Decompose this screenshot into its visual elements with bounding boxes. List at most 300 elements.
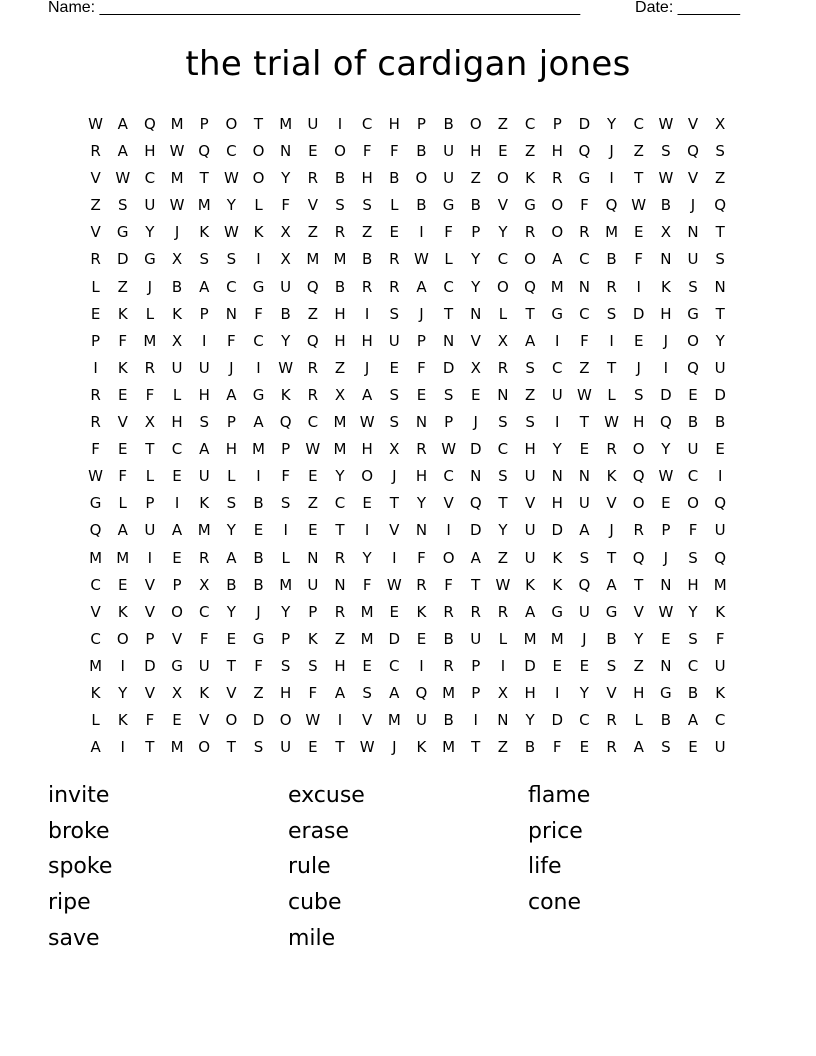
grid-letter: Z (633, 142, 644, 161)
grid-letter: H (225, 440, 237, 459)
grid-letter: H (415, 467, 428, 486)
grid-letter: M (442, 738, 456, 757)
grid-letter: U (524, 467, 536, 486)
grid-letter: Y (498, 223, 508, 242)
grid-letter: E (633, 331, 644, 350)
grid-letter: T (606, 358, 617, 377)
grid-letter: A (226, 385, 237, 404)
grid-letter: B (334, 169, 346, 188)
grid-letter: Q (632, 548, 645, 567)
grid-letter: T (335, 738, 345, 757)
grid-letter: Z (579, 358, 590, 377)
grid-letter: Q (714, 196, 727, 215)
grid-letter: Q (659, 413, 672, 432)
grid-row (82, 328, 734, 355)
grid-letter: I (500, 656, 506, 675)
grid-letter: Y (335, 467, 345, 486)
grid-letter: S (199, 250, 209, 269)
grid-letter: I (256, 467, 261, 486)
grid-letter: F (254, 304, 263, 323)
grid-letter: P (471, 656, 481, 675)
grid-letter: V (144, 683, 156, 702)
grid-letter: D (442, 358, 455, 377)
grid-row (82, 463, 734, 490)
grid-letter: V (199, 711, 210, 730)
grid-letter: E (688, 385, 698, 404)
grid-letter: N (415, 521, 428, 540)
grid-letter: A (524, 602, 536, 621)
grid-letter: E (117, 385, 128, 404)
grid-letter: O (632, 494, 645, 513)
grid-letter: R (606, 738, 617, 757)
grid-letter: D (660, 385, 672, 404)
grid-letter: L (444, 250, 453, 269)
grid-letter: Q (143, 115, 156, 133)
grid-letter: C (687, 656, 699, 675)
grid-letter: M (252, 440, 265, 459)
grid-letter: S (498, 467, 508, 486)
grid-letter: J (229, 358, 234, 377)
grid-letter: R (307, 358, 319, 377)
grid-letter: F (580, 196, 589, 215)
grid-letter: B (606, 250, 617, 269)
grid-letter: V (524, 494, 536, 513)
grid-letter: Z (362, 223, 373, 242)
grid-letter: H (171, 413, 183, 432)
grid-letter: P (226, 413, 236, 432)
grid-letter: O (252, 142, 265, 161)
word-item: excuse (288, 783, 365, 808)
grid-letter: R (334, 602, 346, 621)
grid-letter: L (634, 711, 643, 730)
grid-letter: U (524, 548, 536, 567)
grid-letter: G (524, 196, 536, 215)
grid-letter: M (143, 331, 157, 350)
grid-letter: J (392, 738, 397, 757)
grid-letter: O (497, 169, 509, 188)
grid-letter: H (198, 385, 210, 404)
word-item: ripe (48, 890, 91, 916)
grid-letter: D (714, 385, 726, 404)
grid-letter: C (687, 467, 699, 486)
grid-letter: K (117, 711, 128, 730)
grid-letter: D (469, 440, 482, 459)
grid-letter: T (525, 304, 535, 323)
grid-letter: T (634, 575, 644, 594)
grid-letter: N (497, 711, 509, 730)
grid-letter: J (609, 521, 614, 540)
grid-row (82, 111, 734, 138)
grid-letter: C (389, 656, 400, 675)
grid-letter: Z (715, 169, 726, 188)
grid-letter: O (225, 115, 238, 133)
grid-letter: B (660, 196, 671, 215)
grid-letter: I (636, 277, 641, 296)
grid-letter: M (713, 575, 727, 594)
grid-letter: O (415, 169, 428, 188)
grid-letter: R (633, 521, 644, 540)
grid-letter: J (636, 358, 641, 377)
grid-letter: B (171, 277, 183, 296)
grid-letter: P (471, 223, 481, 242)
grid-letter: E (308, 521, 318, 540)
grid-letter: L (118, 494, 127, 513)
grid-row (82, 274, 734, 301)
grid-letter: N (307, 548, 319, 567)
grid-letter: U (714, 738, 726, 757)
grid-letter: C (443, 277, 454, 296)
grid-letter: E (688, 738, 698, 757)
grid-row (82, 572, 734, 599)
grid-letter: L (390, 196, 399, 215)
grid-letter: U (415, 711, 427, 730)
grid-row (82, 653, 734, 680)
grid-letter: Y (416, 494, 427, 513)
grid-letter: I (364, 304, 370, 323)
grid-letter: V (90, 169, 101, 188)
grid-letter: R (606, 277, 617, 296)
grid-letter: S (308, 656, 318, 675)
grid-letter: Y (634, 629, 644, 648)
grid-letter: D (524, 656, 536, 675)
grid-letter: H (470, 142, 482, 161)
grid-letter: R (416, 575, 427, 594)
word-item: erase (288, 818, 350, 844)
grid-letter: S (199, 413, 209, 432)
grid-letter: H (660, 304, 672, 323)
grid-letter: I (419, 223, 424, 242)
grid-letter: Q (198, 142, 211, 161)
grid-letter: A (117, 521, 128, 540)
date-line: Date: _______ (635, 0, 740, 16)
grid-letter: C (497, 250, 509, 269)
word-item: price (528, 818, 583, 844)
grid-row (82, 599, 734, 626)
grid-letter: N (470, 304, 482, 323)
grid-letter: W (441, 440, 457, 459)
grid-letter: D (388, 629, 401, 648)
grid-letter: Z (307, 494, 318, 513)
grid-letter: W (223, 223, 239, 242)
grid-letter: G (171, 656, 183, 675)
grid-letter: M (306, 250, 320, 269)
grid-letter: M (170, 738, 184, 757)
grid-letter: U (524, 521, 536, 540)
grid-letter: A (633, 738, 644, 757)
grid-letter: E (172, 467, 182, 486)
grid-letter: Q (524, 277, 536, 296)
grid-letter: U (307, 115, 319, 133)
grid-letter: B (606, 629, 617, 648)
grid-letter: F (118, 331, 128, 350)
grid-letter: U (470, 629, 482, 648)
grid-row (82, 301, 734, 328)
grid-row (82, 517, 734, 544)
grid-letter: S (661, 142, 671, 161)
grid-letter: O (198, 738, 211, 757)
grid-letter: L (145, 304, 155, 323)
grid-letter: Z (497, 548, 509, 567)
grid-letter: H (633, 683, 645, 702)
grid-letter: E (579, 656, 590, 675)
grid-letter: Y (226, 196, 236, 215)
grid-letter: W (359, 738, 375, 757)
grid-letter: P (281, 629, 291, 648)
grid-letter: X (171, 683, 183, 702)
grid-letter: E (471, 385, 481, 404)
grid-letter: C (171, 440, 183, 459)
grid-letter: S (443, 385, 454, 404)
grid-letter: K (199, 683, 210, 702)
grid-letter: N (551, 467, 563, 486)
grid-letter: F (227, 331, 236, 350)
grid-letter: B (389, 169, 400, 188)
grid-letter: O (687, 331, 699, 350)
grid-letter: C (144, 169, 156, 188)
grid-letter: R (361, 277, 373, 296)
grid-row (82, 409, 734, 436)
grid-letter: M (170, 115, 184, 133)
grid-letter: M (360, 602, 374, 621)
grid-letter: J (174, 223, 180, 242)
grid-letter: T (145, 738, 155, 757)
grid-letter: F (444, 223, 453, 242)
grid-letter: C (524, 115, 536, 133)
word-column (48, 778, 288, 956)
grid-letter: F (688, 521, 698, 540)
grid-letter: S (688, 277, 698, 296)
grid-letter: W (604, 413, 619, 432)
grid-letter: M (170, 169, 184, 188)
grid-letter: M (387, 711, 401, 730)
grid-letter: V (90, 602, 101, 621)
grid-letter: M (605, 223, 619, 242)
grid-letter: A (253, 413, 264, 432)
grid-letter: U (714, 656, 726, 675)
grid-letter: S (280, 494, 291, 513)
grid-letter: I (663, 358, 669, 377)
grid-letter: A (171, 521, 183, 540)
grid-letter: I (473, 711, 478, 730)
grid-letter: B (226, 575, 237, 594)
grid-letter: E (172, 548, 182, 567)
grid-letter: B (443, 115, 454, 133)
grid-letter: V (606, 494, 617, 513)
grid-letter: W (658, 602, 674, 621)
grid-letter: D (469, 521, 482, 540)
grid-letter: I (120, 656, 125, 675)
grid-letter: B (470, 196, 481, 215)
grid-letter: R (606, 440, 617, 459)
grid-letter: S (117, 196, 128, 215)
grid-letter: R (90, 413, 101, 432)
grid-letter: H (687, 575, 699, 594)
grid-letter: W (631, 196, 647, 215)
grid-letter: I (337, 115, 343, 133)
page-title: the trial of cardigan jones (185, 44, 631, 84)
grid-letter: I (717, 467, 723, 486)
grid-letter: C (334, 494, 346, 513)
grid-letter: H (144, 142, 156, 161)
grid-letter: R (389, 250, 400, 269)
grid-letter: C (633, 115, 644, 133)
grid-letter: I (337, 711, 343, 730)
grid-letter: C (579, 250, 590, 269)
grid-letter: K (172, 304, 182, 323)
grid-letter: W (278, 358, 294, 377)
grid-letter: T (226, 656, 236, 675)
grid-row (82, 626, 734, 653)
grid-letter: W (305, 711, 321, 730)
grid-letter: Q (578, 575, 591, 594)
grid-letter: I (120, 738, 125, 757)
grid-letter: M (360, 629, 374, 648)
grid-letter: T (253, 115, 264, 133)
grid-letter: G (116, 223, 129, 242)
grid-letter: C (497, 440, 509, 459)
grid-letter: T (145, 440, 155, 459)
grid-letter: K (552, 548, 563, 567)
grid-letter: O (361, 467, 374, 486)
grid-letter: A (199, 440, 210, 459)
grid-letter: O (687, 494, 699, 513)
grid-letter: Y (525, 711, 535, 730)
grid-letter: M (89, 548, 103, 567)
grid-letter: L (498, 629, 508, 648)
grid-letter: H (334, 304, 346, 323)
grid-letter: P (661, 521, 671, 540)
grid-letter: R (497, 602, 509, 621)
grid-letter: X (280, 250, 291, 269)
grid-letter: U (171, 358, 183, 377)
grid-row (82, 382, 734, 409)
grid-letter: V (687, 169, 699, 188)
grid-letter: B (416, 196, 427, 215)
grid-letter: T (715, 304, 725, 323)
grid-letter: L (172, 385, 182, 404)
grid-letter: A (552, 250, 563, 269)
grid-letter: Y (362, 548, 372, 567)
grid-letter: J (392, 467, 397, 486)
grid-letter: A (579, 521, 590, 540)
grid-letter: V (443, 494, 454, 513)
grid-letter: Z (307, 223, 318, 242)
grid-letter: W (386, 575, 402, 594)
grid-letter: Y (281, 169, 291, 188)
grid-letter: S (525, 358, 535, 377)
grid-letter: H (334, 656, 346, 675)
grid-letter: F (389, 142, 399, 161)
grid-letter: Z (307, 304, 318, 323)
grid-letter: H (280, 683, 292, 702)
grid-letter: I (256, 250, 261, 269)
grid-letter: M (197, 521, 211, 540)
grid-letter: N (578, 277, 590, 296)
grid-letter: P (416, 331, 426, 350)
grid-letter: A (606, 575, 617, 594)
grid-letter: O (632, 440, 645, 459)
grid-letter: L (145, 467, 155, 486)
grid-letter: V (144, 575, 156, 594)
grid-letter: W (658, 115, 674, 133)
grid-letter: P (552, 115, 562, 133)
grid-letter: E (579, 440, 590, 459)
grid-letter: U (198, 656, 210, 675)
grid-letter: W (576, 385, 592, 404)
grid-letter: Y (281, 602, 291, 621)
grid-letter: F (91, 440, 100, 459)
grid-letter: B (715, 413, 726, 432)
grid-letter: X (497, 331, 509, 350)
grid-letter: Q (714, 494, 727, 513)
grid-letter: G (89, 494, 102, 513)
grid-letter: R (334, 548, 346, 567)
grid-row (82, 490, 734, 517)
grid-letter: E (117, 440, 128, 459)
grid-letter: D (116, 250, 129, 269)
grid-letter: H (633, 413, 645, 432)
grid-letter: V (687, 115, 699, 133)
grid-letter: M (523, 629, 537, 648)
grid-letter: B (334, 277, 346, 296)
grid-letter: S (498, 413, 508, 432)
grid-letter: K (416, 602, 427, 621)
grid-letter: T (389, 494, 399, 513)
grid-letter: W (495, 575, 511, 594)
grid-letter: U (443, 169, 455, 188)
grid-row (82, 138, 734, 165)
grid-letter: E (579, 738, 590, 757)
grid-letter: P (145, 494, 155, 513)
grid-letter: M (550, 277, 564, 296)
grid-letter: V (606, 683, 617, 702)
grid-letter: N (225, 304, 237, 323)
grid-letter: M (550, 629, 564, 648)
grid-letter: K (715, 683, 726, 702)
grid-letter: R (524, 223, 536, 242)
grid-letter: A (334, 683, 346, 702)
grid-letter: Z (253, 683, 264, 702)
grid-letter: F (444, 575, 453, 594)
word-item: life (528, 854, 562, 880)
grid-letter: R (90, 385, 101, 404)
grid-letter: Z (524, 385, 536, 404)
grid-letter: T (715, 223, 725, 242)
grid-letter: J (419, 304, 424, 323)
grid-letter: F (634, 250, 644, 269)
grid-letter: B (443, 629, 454, 648)
grid-letter: N (280, 142, 292, 161)
grid-letter: E (661, 629, 671, 648)
grid-letter: F (580, 331, 589, 350)
grid-letter: J (663, 548, 669, 567)
grid-letter: M (279, 115, 293, 133)
grid-letter: I (392, 548, 397, 567)
word-item: rule (288, 854, 331, 880)
grid-letter: W (88, 115, 103, 133)
grid-letter: W (115, 169, 131, 188)
grid-letter: O (551, 196, 564, 215)
word-item: flame (528, 783, 591, 808)
grid-letter: O (334, 142, 346, 161)
grid-letter: K (525, 575, 535, 594)
grid-letter: J (690, 196, 696, 215)
grid-letter: J (582, 629, 587, 648)
grid-letter: P (91, 331, 101, 350)
grid-letter: K (253, 223, 264, 242)
grid-letter: N (714, 277, 726, 296)
grid-letter: Y (715, 331, 725, 350)
